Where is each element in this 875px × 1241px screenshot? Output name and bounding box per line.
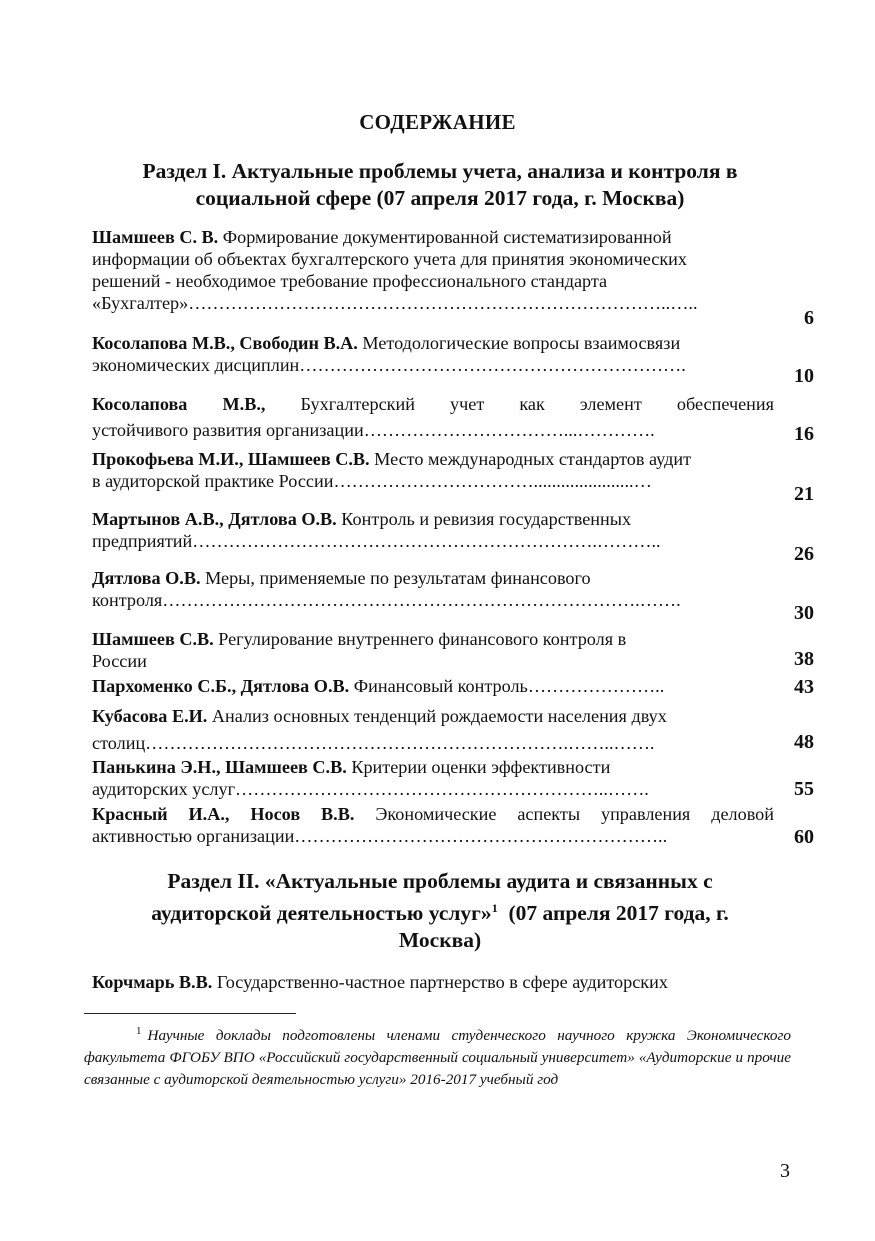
- section-2-line-2: [90, 895, 790, 927]
- page-number: 3: [780, 1160, 790, 1182]
- toc-entry: [92, 971, 774, 993]
- entry-page-number: 30: [794, 602, 814, 624]
- entry-title-line: России: [92, 651, 147, 671]
- toc-entry: [92, 508, 774, 552]
- entry-page-number: 26: [794, 543, 814, 565]
- entry-title-line: столиц…………………………………………………………….……..…….: [92, 733, 655, 753]
- toc-entry: [92, 332, 774, 376]
- entry-page-number: 21: [794, 483, 814, 505]
- entry-title-line: Формирование документированной систематизированной: [222, 227, 672, 247]
- entry-title-line: экономических дисциплин……………………………………………………….: [92, 355, 686, 375]
- section-1-heading: [90, 158, 790, 212]
- entry-authors: Корчмарь В.В.: [92, 972, 213, 992]
- entry-title-line: контроля…………………………………………………………………….…….: [92, 590, 681, 610]
- entry-page-number: 10: [794, 365, 814, 387]
- entry-page-number: 48: [794, 731, 814, 753]
- toc-entry: [92, 448, 774, 492]
- entry-authors: Красный И.А., Носов В.В.: [92, 804, 355, 824]
- footnote-separator: [84, 1013, 296, 1014]
- entry-title-line: «Бухгалтер»……………………………………………………………………..…..: [92, 293, 698, 313]
- entry-page-number: 60: [794, 826, 814, 848]
- toc-entry: [92, 703, 774, 757]
- entry-title-line: Экономические аспекты управления деловой: [375, 804, 774, 824]
- entry-title-line: Бухгалтерский учет как элемент обеспечения: [300, 394, 775, 414]
- toc-entry: [92, 567, 774, 611]
- section-1-line-1: Раздел I. Актуальные проблемы учета, анализа и контроля в: [142, 159, 738, 183]
- entry-authors: Пархоменко С.Б., Дятлова О.В.: [92, 676, 350, 696]
- entry-title-line: Методологические вопросы взаимосвязи: [362, 333, 681, 353]
- toc-entry: [92, 226, 774, 314]
- entry-authors: Шамшеев С.В.: [92, 629, 214, 649]
- entry-title-line: Меры, применяемые по результатам финансового: [205, 568, 591, 588]
- entry-title-line: Анализ основных тенденций рождаемости населения двух: [211, 706, 667, 726]
- entry-title-line: Финансовый контроль…………………..: [353, 676, 665, 696]
- footnote-number: 1: [136, 1025, 142, 1037]
- entry-authors: Косолапова М.В., Свободин В.А.: [92, 333, 358, 353]
- toc-entry: [92, 675, 774, 697]
- footnote: [84, 1020, 791, 1091]
- entry-title-line: информации об объектах бухгалтерского учета для принятия экономических: [92, 249, 688, 269]
- page-title: СОДЕРЖАНИЕ: [359, 110, 516, 134]
- entry-title-line: Контроль и ревизия государственных: [341, 509, 632, 529]
- entry-page-number: 16: [794, 423, 814, 445]
- footnote-reference: 1: [491, 901, 498, 915]
- section-2-line-3: Москва): [398, 928, 482, 953]
- toc-entry: [92, 628, 774, 672]
- section-2-line-1: Раздел II. «Актуальные проблемы аудита и связанных с: [167, 869, 713, 893]
- section-2-line-2-text: аудиторской деятельностью услуг»: [151, 901, 492, 926]
- entry-page-number: 55: [794, 778, 814, 800]
- entry-title-line: в аудиторской практике России……………………………......................…: [92, 471, 652, 491]
- entry-authors: Кубасова Е.И.: [92, 706, 208, 726]
- entry-title-line: активностью организации……………………………………………………..: [92, 826, 668, 846]
- toc-entry: [92, 803, 774, 847]
- section-1-line-2: социальной сфере (07 апреля 2017 года, г. Москва): [195, 186, 685, 210]
- entry-title-line: решений - необходимое требование профессионального стандарта: [92, 271, 608, 291]
- entry-page-number: 6: [804, 307, 814, 329]
- entry-authors: Дятлова О.В.: [92, 568, 201, 588]
- entry-authors: Косолапова М.В.,: [92, 394, 266, 414]
- entry-page-number: 43: [794, 676, 814, 698]
- entry-authors: Панькина Э.Н., Шамшеев С.В.: [92, 757, 347, 777]
- entry-page-number: 38: [794, 648, 814, 670]
- entry-authors: Шамшеев С. В.: [92, 227, 219, 247]
- section-2-line-2-date: (07 апреля 2017 года, г.: [497, 901, 729, 926]
- entry-title-line: аудиторских услуг……………………………………………………..…….: [92, 779, 649, 799]
- entry-authors: Прокофьева М.И., Шамшеев С.В.: [92, 449, 370, 469]
- section-2-heading: [90, 868, 790, 954]
- entry-title-line: Регулирование внутреннего финансового контроля в: [218, 629, 627, 649]
- toc-entry: [92, 756, 774, 800]
- entry-title-line: предприятий………………………………………………………….………..: [92, 531, 661, 551]
- toc-entry: [92, 391, 774, 443]
- entry-authors: Мартынов А.В., Дятлова О.В.: [92, 509, 337, 529]
- footnote-text: Научные доклады подготовлены членами студенческого научного кружка Экономического факультета ФГОБУ ВПО «Российский государственный социальный университет» «Аудиторские и прочие связанные с аудиторской деятельностью услуги» 2016-2017 учебный год: [84, 1027, 791, 1089]
- entry-title-line: Государственно-частное партнерство в сфере аудиторских: [216, 972, 668, 992]
- entry-title-line: устойчивого развития организации……………………………...………….: [92, 420, 655, 440]
- entry-title-line: Критерии оценки эффективности: [351, 757, 611, 777]
- entry-title-line: Место международных стандартов аудит: [374, 449, 692, 469]
